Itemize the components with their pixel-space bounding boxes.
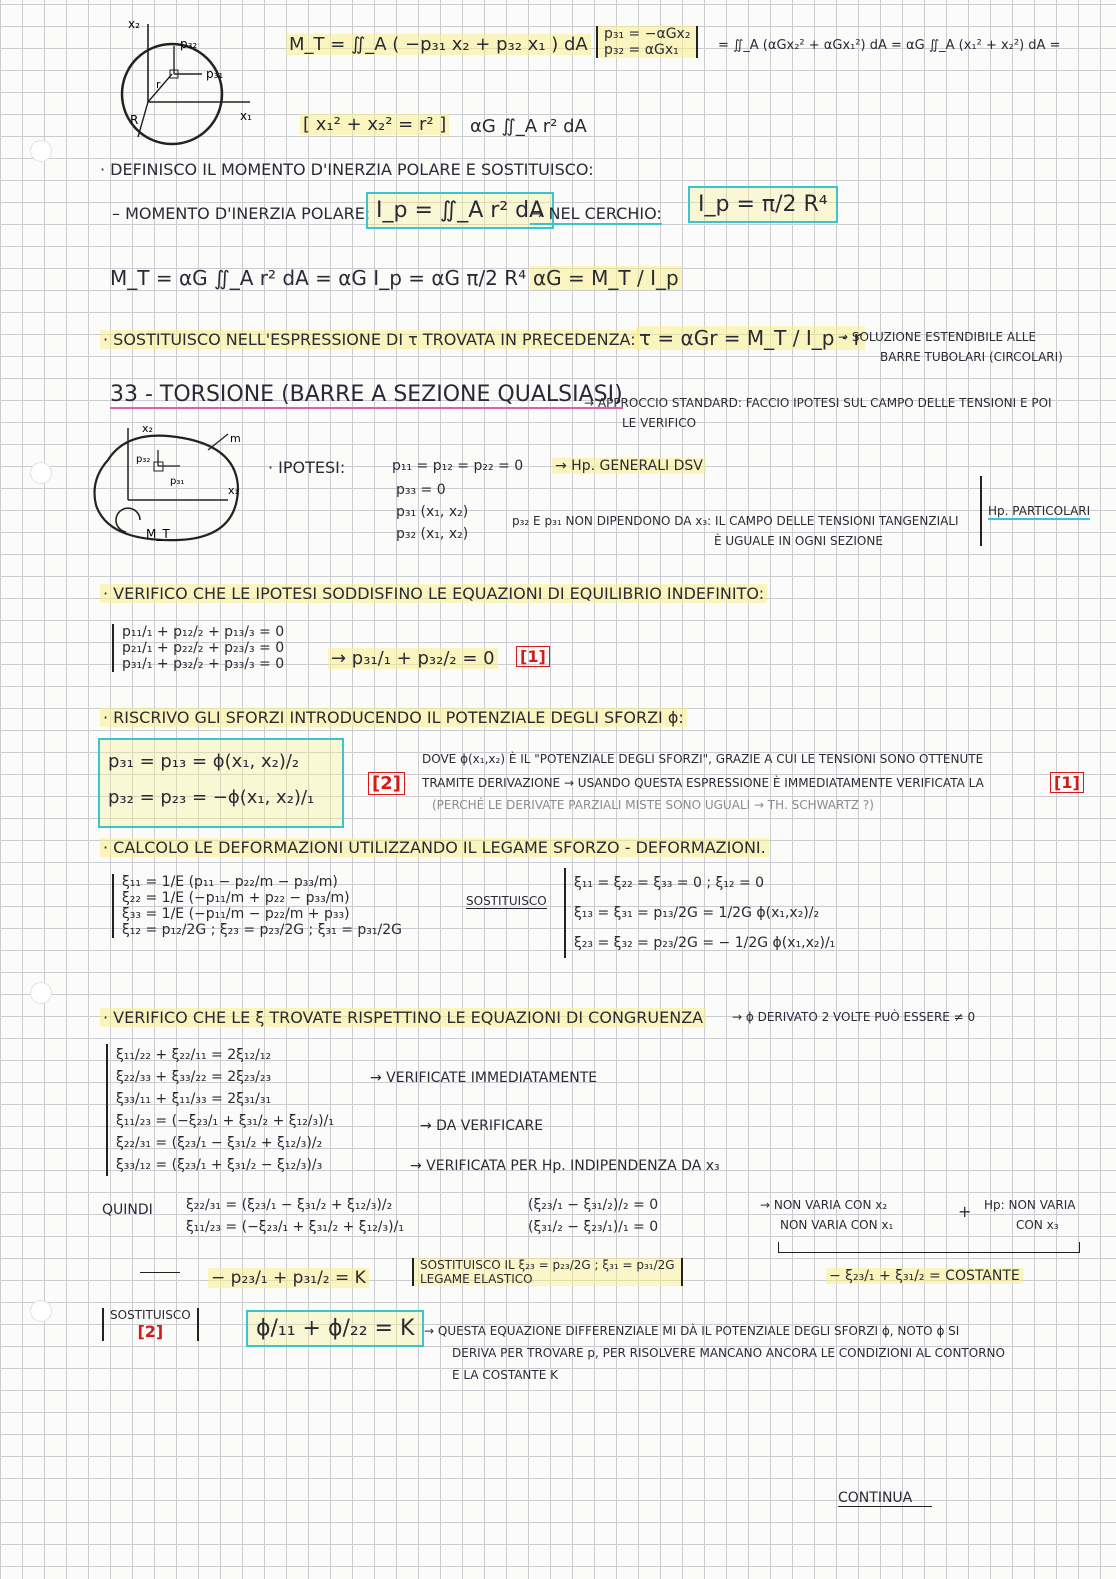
legame-eq-3: ξ₃₃ = 1/E (−p₁₁/m − p₂₂/m + p₃₃) xyxy=(122,906,350,922)
congruenza-system xyxy=(106,1044,334,1176)
p31-label: p₃₁ xyxy=(170,476,185,487)
ipotesi-note-1: p₃₂ E p₃₁ NON DIPENDONO DA x₃: IL CAMPO DELLE TENSIONI TANGENZIALI xyxy=(512,514,959,528)
x2-label: x₂ xyxy=(128,17,140,31)
section-33-title: 33 - TORSIONE (BARRE A SEZIONE QUALSIASI) xyxy=(110,382,623,407)
verifica-eq-title: · VERIFICO CHE LE IPOTESI SODDISFINO LE EQUAZIONI DI EQUILIBRIO INDEFINITO: xyxy=(100,584,767,603)
legame-line-2: LEGAME ELASTICO xyxy=(420,1272,533,1286)
cong-eq-3: ξ₃₃/₁₁ + ξ₁₁/₃₃ = 2ξ₃₁/₃₁ xyxy=(116,1091,272,1107)
binder-hole xyxy=(30,140,52,162)
ipotesi-line-1: p₁₁ = p₁₂ = p₂₂ = 0 xyxy=(392,458,524,474)
R-label: R xyxy=(130,113,139,127)
finale-desc-1: → QUESTA EQUAZIONE DIFFERENZIALE MI DÀ IL POTENZIALE DEGLI SFORZI ϕ, NOTO ϕ SI xyxy=(424,1324,960,1338)
polar-def-box: I_p = ∬_A r² dA xyxy=(366,192,554,229)
legame-system xyxy=(112,874,402,938)
quindi-eq-1: ξ₂₂/₃₁ = (ξ₂₃/₁ − ξ₃₁/₂ + ξ₁₂/₃)/₂ xyxy=(186,1197,393,1213)
tubular-note-1: → SOLUZIONE ESTENDIBILE ALLE xyxy=(838,330,1037,344)
arbitrary-section-figure xyxy=(88,420,253,550)
p32-label: p₃₂ xyxy=(180,37,198,51)
potenziale-desc-3: (PERCHÉ LE DERIVATE PARZIALI MISTE SONO UGUALI → TH. SCHWARTZ ?) xyxy=(432,798,874,812)
quindi-eq-2: ξ₁₁/₂₃ = (−ξ₂₃/₁ + ξ₃₁/₂ + ξ₁₂/₃)/₁ xyxy=(186,1219,404,1235)
circle-label: → NEL CERCHIO: xyxy=(530,204,662,223)
ref-2: [2] xyxy=(368,772,405,795)
costante-eq: − ξ₂₃/₁ + ξ₃₁/₂ = COSTANTE xyxy=(826,1268,1023,1284)
ipotesi-line-3a: p₃₁ (x₁, x₂) xyxy=(396,504,469,520)
potenziale-desc-2: TRAMITE DERIVAZIONE → USANDO QUESTA ESPRESSIONE È IMMEDIATAMENTE VERIFICATA LA xyxy=(422,776,984,790)
subst-p31: p₃₁ = −αGx₂ xyxy=(604,26,691,42)
cong-eq-2: ξ₂₂/₃₃ + ξ₃₃/₂₂ = 2ξ₂₃/₂₃ xyxy=(116,1069,272,1085)
cong-eq-4: ξ₁₁/₂₃ = (−ξ₂₃/₁ + ξ₃₁/₂ + ξ₁₂/₃)/₁ xyxy=(116,1113,334,1129)
cong-eq-5: ξ₂₂/₃₁ = (ξ₂₃/₁ − ξ₃₁/₂ + ξ₁₂/₃)/₂ xyxy=(116,1135,323,1151)
eq-2: p₂₁/₁ + p₂₂/₂ + p₂₃/₃ = 0 xyxy=(122,640,285,656)
quindi-results xyxy=(528,1194,658,1238)
approach-line-1: → APPROCCIO STANDARD: FACCIO IPOTESI SUL CAMPO DELLE TENSIONI E POI xyxy=(584,396,1052,410)
quindi-note-2: NON VARIA CON x₁ xyxy=(780,1218,894,1232)
binder-hole xyxy=(30,462,52,484)
cong-note-a: → VERIFICATE IMMEDIATAMENTE xyxy=(370,1070,598,1086)
radius-R xyxy=(138,102,148,137)
congruenza-title: · VERIFICO CHE LE ξ TROVATE RISPETTINO LE EQUAZIONI DI CONGRUENZA xyxy=(100,1008,706,1027)
quindi-label: QUINDI xyxy=(102,1202,153,1218)
potenziale-eq-1: p₃₁ = p₁₃ = ϕ(x₁, x₂)/₂ xyxy=(108,751,300,772)
sostituisco-label: SOSTITUISCO xyxy=(110,1308,191,1322)
ipotesi-generali: → Hp. GENERALI DSV xyxy=(552,458,706,474)
eq-3: p₃₁/₁ + p₃₂/₂ + p₃₃/₃ = 0 xyxy=(122,656,285,672)
quindi-hp-2: CON x₃ xyxy=(1016,1218,1059,1232)
ipotesi-line-2: p₃₃ = 0 xyxy=(396,482,446,498)
mt-polar-eq: M_T = αG ∬_A r² dA = αG I_p = αG π/2 R⁴ xyxy=(110,266,527,290)
def-result-2: ξ₁₃ = ξ₃₁ = p₁₃/2G = 1/2G ϕ(x₁,x₂)/₂ xyxy=(574,905,820,921)
ipotesi-label: · IPOTESI: xyxy=(268,458,346,477)
ipotesi-note-2: È UGUALE IN OGNI SEZIONE xyxy=(714,534,883,548)
legame-bracket xyxy=(412,1258,683,1286)
equilibrium-result: → p₃₁/₁ + p₃₂/₂ = 0 xyxy=(328,648,498,669)
legame-line-1: SOSTITUISCO IL ξ₂₃ = p₂₃/2G ; ξ₃₁ = p₃₁/2G xyxy=(420,1258,675,1272)
ipotesi-line-3b: p₃₂ (x₁, x₂) xyxy=(396,526,469,542)
x1-label: x₁ xyxy=(228,484,239,497)
deformazioni-title: · CALCOLO LE DEFORMAZIONI UTILIZZANDO IL LEGAME SFORZO - DEFORMAZIONI. xyxy=(100,838,769,857)
quindi-brace xyxy=(778,1242,1080,1253)
section-circle xyxy=(122,44,222,144)
mt-integral: M_T = ∬_A ( −p₃₁ x₂ + p₃₂ x₁ ) dA xyxy=(286,34,591,55)
potenziale-ref-1: [1] xyxy=(1050,772,1084,793)
particolari-label: Hp. PARTICOLARI xyxy=(988,504,1091,518)
eq-1: p₁₁/₁ + p₁₂/₂ + p₁₃/₃ = 0 xyxy=(122,624,285,640)
mt-label: M_T xyxy=(146,527,170,541)
ref-1: [1] xyxy=(516,646,550,667)
substitution-bracket xyxy=(596,26,698,58)
potenziale-eq-2: p₃₂ = p₂₃ = −ϕ(x₁, x₂)/₁ xyxy=(108,787,315,808)
binder-hole xyxy=(30,982,52,1004)
circle-polar-box: I_p = π/2 R⁴ xyxy=(688,186,838,223)
def-result-3: ξ₂₃ = ξ₃₂ = p₂₃/2G = − 1/2G ϕ(x₁,x₂)/₁ xyxy=(574,935,836,951)
p31-label: p₃₁ xyxy=(206,67,224,81)
cong-note-c: → VERIFICATA PER Hp. INDIPENDENZA DA x₃ xyxy=(410,1158,720,1174)
quindi-note-1: → NON VARIA CON x₂ xyxy=(760,1198,888,1212)
def-result-1: ξ₁₁ = ξ₂₂ = ξ₃₃ = 0 ; ξ₁₂ = 0 xyxy=(574,875,765,891)
k-equation: − p₂₃/₁ + p₃₁/₂ = K xyxy=(208,1268,369,1288)
cong-eq-1: ξ₁₁/₂₂ + ξ₂₂/₁₁ = 2ξ₁₂/₁₂ xyxy=(116,1047,272,1063)
continua-label: CONTINUA xyxy=(838,1490,932,1507)
quindi-system xyxy=(186,1194,404,1238)
quindi-res-2: (ξ₃₁/₂ − ξ₂₃/₁)/₁ = 0 xyxy=(528,1219,659,1235)
subst-p32: p₃₂ = αGx₁ xyxy=(604,42,679,58)
congruenza-note: → ϕ DERIVATO 2 VOLTE PUÒ ESSERE ≠ 0 xyxy=(732,1010,976,1024)
binder-hole xyxy=(30,1300,52,1322)
sostituisco-ref: [2] xyxy=(137,1322,164,1341)
finale-desc-2: DERIVA PER TROVARE p, PER RISOLVERE MANCANO ANCORA LE CONDIZIONI AL CONTORNO xyxy=(452,1346,1005,1360)
polar-intro: · DEFINISCO IL MOMENTO D'INERZIA POLARE E SOSTITUISCO: xyxy=(100,160,594,179)
sostituisco-arrow-label: SOSTITUISCO xyxy=(466,894,547,908)
integral-result: = ∬_A (αGx₂² + αGx₁²) dA = αG ∬_A (x₁² + x₂²) dA = xyxy=(718,38,1061,53)
potenziale-desc-1: DOVE ϕ(x₁,x₂) È IL "POTENZIALE DEGLI SFORZI", GRAZIE A CUI LE TENSIONI SONO OTTENUTE xyxy=(422,752,984,766)
mt-curl xyxy=(116,508,140,532)
m-label: m xyxy=(230,432,241,445)
tubular-note-2: BARRE TUBOLARI (CIRCOLARI) xyxy=(880,350,1063,364)
quindi-hp-1: Hp: NON VARIA xyxy=(984,1198,1076,1212)
circle-section-figure xyxy=(100,12,270,152)
p32-label: p₃₂ xyxy=(136,454,151,465)
r-label: r xyxy=(156,78,161,91)
x2-label: x₂ xyxy=(142,422,153,435)
equilibrium-system xyxy=(112,624,284,672)
legame-eq-2: ξ₂₂ = 1/E (−p₁₁/m + p₂₂ − p₃₃/m) xyxy=(122,890,350,906)
legame-eq-1: ξ₁₁ = 1/E (p₁₁ − p₂₂/m − p₃₃/m) xyxy=(122,874,338,890)
quindi-plus: + xyxy=(958,1202,972,1221)
polar-def-label: – MOMENTO D'INERZIA POLARE: xyxy=(112,204,371,223)
x1-label: x₁ xyxy=(240,109,252,123)
finale-desc-3: E LA COSTANTE K xyxy=(452,1368,559,1382)
r-result: αG ∬_A r² dA xyxy=(470,116,587,137)
r-substitution: [ x₁² + x₂² = r² ] xyxy=(300,114,449,135)
normal-m-arrow xyxy=(208,434,228,450)
approach-line-2: LE VERIFICO xyxy=(622,416,697,430)
quindi-res-1: (ξ₂₃/₁ − ξ₃₁/₂)/₂ = 0 xyxy=(528,1197,659,1213)
phi-equation-box: ϕ/₁₁ + ϕ/₂₂ = K xyxy=(246,1310,424,1347)
left-arrow xyxy=(140,1272,180,1289)
potenziale-box xyxy=(98,738,344,828)
cong-eq-6: ξ₃₃/₁₂ = (ξ₂₃/₁ + ξ₃₁/₂ − ξ₁₂/₃)/₃ xyxy=(116,1157,323,1173)
alpha-g-eq: αG = M_T / I_p xyxy=(530,266,682,290)
deformazioni-results xyxy=(564,868,835,958)
potenziale-title: · RISCRIVO GLI SFORZI INTRODUCENDO IL POTENZIALE DEGLI SFORZI ϕ: xyxy=(100,708,687,727)
tau-formula: τ = αGr = M_T / I_p · r xyxy=(636,326,865,350)
cong-note-b: → DA VERIFICARE xyxy=(420,1118,544,1134)
legame-eq-4: ξ₁₂ = p₁₂/2G ; ξ₂₃ = p₂₃/2G ; ξ₃₁ = p₃₁/2G xyxy=(122,922,402,938)
subst-tau-text: · SOSTITUISCO NELL'ESPRESSIONE DI τ TROVATA IN PRECEDENZA: xyxy=(100,330,639,349)
particolari-bracket xyxy=(980,476,1090,546)
sostituisco-bracket xyxy=(102,1308,199,1341)
